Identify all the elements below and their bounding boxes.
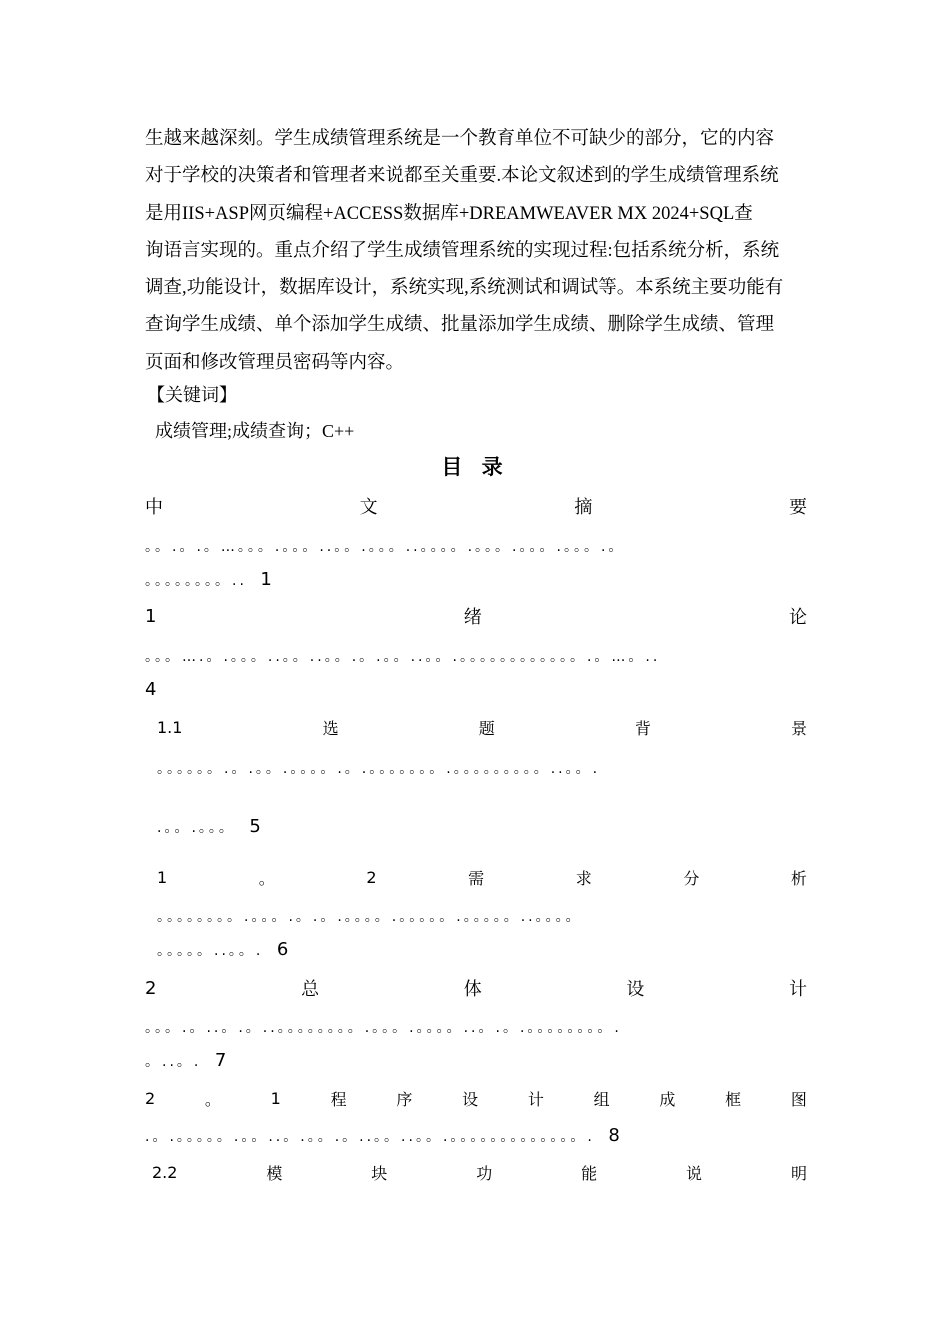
- toc-token: 设: [462, 1089, 479, 1109]
- abstract-paragraph: [145, 121, 810, 382]
- toc-token: 摘: [574, 497, 593, 518]
- toc-token: 析: [790, 868, 807, 888]
- toc-token: 总: [301, 979, 320, 1000]
- keywords-heading: 【关键词】: [147, 385, 237, 406]
- toc-token: 2: [145, 977, 157, 999]
- toc-token: 程: [330, 1089, 347, 1109]
- toc-entry-chapter[interactable]: [145, 603, 807, 629]
- toc-entry-heading[interactable]: [145, 493, 807, 519]
- toc-page-number: 6: [276, 940, 289, 960]
- toc-token: 能: [581, 1163, 598, 1183]
- toc-token: 功: [476, 1163, 493, 1183]
- toc-page-number: 8: [608, 1126, 620, 1146]
- toc-token: 块: [371, 1163, 388, 1183]
- toc-token: 明: [790, 1163, 807, 1183]
- toc-leader: 。..。.: [145, 1054, 209, 1070]
- toc-token: 论: [788, 607, 807, 628]
- toc-title: 目 录: [441, 455, 509, 479]
- toc-leader: 。。。。。。。。.。。。.。.。.。。。。.。。。。。.。。。。。..。。。。: [157, 909, 583, 925]
- toc-leader: .。。.。。。: [157, 820, 244, 836]
- toc-token: 题: [478, 718, 495, 738]
- toc-token: 中: [145, 497, 163, 518]
- toc-token: 计: [788, 979, 807, 1000]
- toc-entry-section[interactable]: [157, 864, 807, 890]
- toc-token: 背: [634, 718, 651, 738]
- toc-token: 框: [725, 1089, 742, 1109]
- toc-entry-section[interactable]: [152, 1159, 807, 1185]
- toc-leader: 。。。。。..。。.: [157, 943, 271, 959]
- abstract-line: 是用IIS+ASP网页编程+ACCESS数据库+DREAMWEAVER MX 2024+SQL查: [145, 203, 753, 224]
- toc-leader: 。。。。。。。。..: [145, 573, 255, 589]
- toc-leader: 。。.。.。…。。。.。。。..。。.。。。..。。。。.。。。.。。。.。。。.。: [145, 539, 626, 555]
- abstract-line: 页面和修改管理员密码等内容。: [145, 352, 405, 373]
- toc-token: 景: [790, 718, 807, 738]
- toc-leader: .。.。。。。。.。。..。.。。.。..。。..。。.。。。。。。。。。。。。。.: [145, 1129, 603, 1145]
- abstract-line: 生越来越深刻。学生成绩管理系统是一个教育单位不可缺少的部分，它的内容: [145, 129, 775, 149]
- toc-page-number: 7: [214, 1051, 227, 1071]
- toc-leader: 。。。。。。.。.。。.。。。。.。.。。。。。。。.。。。。。。。。。..。。.: [157, 761, 601, 777]
- toc-entry-section[interactable]: [157, 714, 807, 740]
- toc-token: 成: [659, 1089, 676, 1109]
- toc-token: 1: [270, 1088, 281, 1108]
- toc-token: 1: [145, 605, 157, 627]
- toc-token: 求: [575, 868, 592, 888]
- toc-token: 2: [366, 867, 377, 887]
- toc-entry-section[interactable]: [145, 1085, 807, 1111]
- toc-leader-with-page: [145, 1126, 810, 1147]
- toc-token: 1.1: [157, 717, 183, 737]
- abstract-line: 查询学生成绩、单个添加学生成绩、批量添加学生成绩、删除学生成绩、管理: [145, 315, 775, 336]
- toc-token: 选: [322, 718, 339, 738]
- toc-token: 序: [396, 1089, 413, 1109]
- toc-token: 设: [626, 979, 645, 1000]
- toc-page-number: 1: [260, 570, 272, 590]
- toc-token: 分: [683, 868, 700, 888]
- toc-token: 绪: [463, 607, 482, 628]
- toc-token: 组: [593, 1089, 610, 1109]
- toc-leader: 。。。….。.。。。..。。..。。.。.。。..。。.。。。。。。。。。。。。.。…。..: [145, 649, 661, 665]
- toc-leader-with-page: [145, 1051, 810, 1072]
- toc-token: 2: [145, 1088, 156, 1108]
- toc-page-number-line: [139, 680, 179, 701]
- toc-leader: 。。。.。..。.。..。。。。。。。。.。。。.。。。。..。.。.。。。。。。。。.: [145, 1020, 622, 1036]
- toc-token: 2.2: [152, 1162, 178, 1182]
- toc-entry-chapter[interactable]: [145, 975, 807, 1001]
- toc-token: 需: [468, 868, 485, 888]
- toc-leader-with-page: [157, 940, 810, 961]
- abstract-line: 对于学校的决策者和管理者来说都至关重要.本论文叙述到的学生成绩管理系统: [145, 166, 779, 187]
- toc-token: 计: [527, 1089, 544, 1109]
- toc-token: 文: [359, 497, 378, 518]
- toc-token: 说: [686, 1163, 703, 1183]
- toc-leader-with-page: [157, 817, 810, 838]
- toc-token: 1: [157, 867, 168, 887]
- toc-token: 模: [266, 1163, 283, 1183]
- abstract-line: 调查,功能设计，数据库设计，系统实现,系统测试和调试等。本系统主要功能有: [145, 278, 784, 299]
- keywords-text: 成绩管理;成绩查询；C++: [155, 421, 355, 441]
- toc-page-number: 4: [145, 680, 157, 700]
- abstract-line: 询语言实现的。重点介绍了学生成绩管理系统的实现过程:包括系统分析，系统: [145, 240, 780, 261]
- toc-leader-with-page: [145, 570, 810, 591]
- toc-token: 图: [790, 1089, 807, 1109]
- toc-token: 体: [463, 979, 482, 1000]
- toc-page-number: 5: [249, 817, 261, 837]
- toc-token: 。: [258, 868, 275, 888]
- toc-token: 。: [204, 1089, 221, 1109]
- toc-token: 要: [788, 497, 807, 518]
